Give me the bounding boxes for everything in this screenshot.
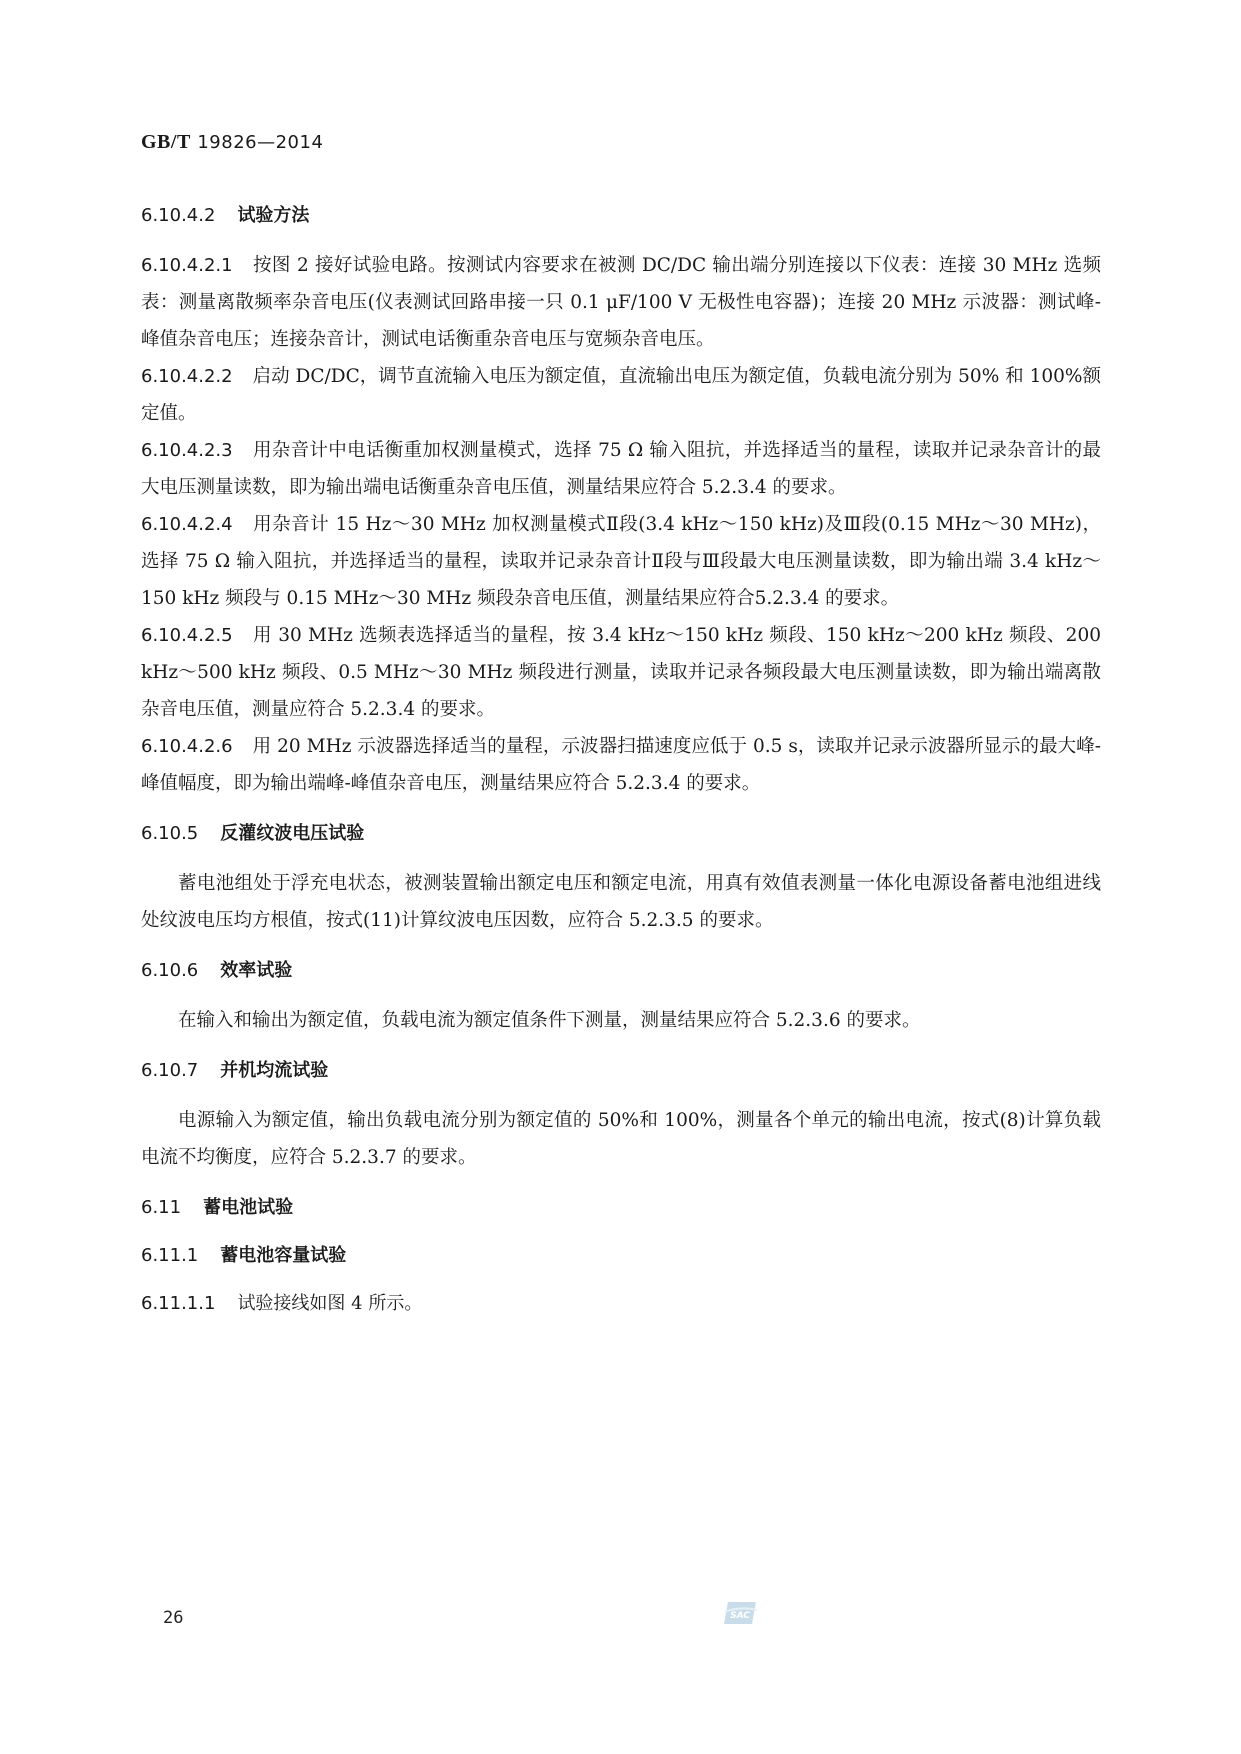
clause-6-10-4-2-3 (141, 432, 1101, 506)
clause-number: 6.10.4.2.3 (141, 440, 233, 461)
section-number: 6.10.5 (141, 823, 199, 844)
sac-logo-icon (722, 1598, 760, 1628)
section-number: 6.11 (141, 1197, 182, 1218)
section-title: 蓄电池试验 (203, 1197, 294, 1218)
section-number: 6.10.6 (141, 960, 199, 981)
section-number: 6.10.4.2 (141, 205, 216, 226)
section-title: 蓄电池容量试验 (220, 1245, 347, 1266)
clause-number: 6.10.4.2.5 (141, 625, 233, 646)
section-title: 反灌纹波电压试验 (220, 823, 365, 844)
clause-number: 6.10.4.2.1 (141, 255, 233, 276)
section-number: 6.11.1.1 (141, 1293, 216, 1314)
clause-text: 按图 2 接好试验电路。按测试内容要求在被测 DC/DC 输出端分别连接以下仪表：连接 30 MHz 选频表：测量离散频率杂音电压(仪表测试回路串接一只 0.1 μF/100 V 无极性电容器)；连接 20 MHz 示波器：测试峰-峰值杂音电压；连接杂音计，测试电话衡重杂音电压与宽频杂音电压。 (141, 255, 1101, 350)
page-number: 26 (163, 1608, 184, 1628)
section-heading-6-10-5 (141, 817, 1101, 850)
clause-6-10-4-2-6 (141, 728, 1101, 802)
section-title: 效率试验 (220, 960, 293, 981)
clause-text: 用 20 MHz 示波器选择适当的量程，示波器扫描速度应低于 0.5 s，读取并记录示波器所显示的最大峰-峰值幅度，即为输出端峰-峰值杂音电压，测量结果应符合 5.2.3.4 的要求。 (141, 736, 1101, 794)
clause-number: 6.10.4.2.4 (141, 514, 233, 535)
section-number: 6.10.7 (141, 1060, 199, 1081)
section-heading-6-11-1-1 (141, 1287, 1101, 1320)
paragraph-6-10-7: 电源输入为额定值，输出负载电流分别为额定值的 50%和 100%，测量各个单元的输出电流，按式(8)计算负载电流不均衡度，应符合 5.2.3.7 的要求。 (141, 1110, 1101, 1168)
section-heading-6-11 (141, 1191, 1101, 1224)
clause-6-10-4-2-5 (141, 617, 1101, 728)
clause-number: 6.10.4.2.6 (141, 736, 233, 757)
section-heading-6-11-1 (141, 1239, 1101, 1272)
section-title: 试验方法 (237, 205, 310, 226)
section-heading-6-10-4-2 (141, 199, 1101, 232)
clause-text: 用杂音计 15 Hz～30 MHz 加权测量模式Ⅱ段(3.4 kHz～150 kHz)及Ⅲ段(0.15 MHz～30 MHz)，选择 75 Ω 输入阻抗，并选择适当的量程，读取并记录杂音计Ⅱ段与Ⅲ段最大电压测量读数，即为输出端 3.4 kHz～150 kHz 频段与 0.15 MHz～30 MHz 频段杂音电压值，测量结果应符合5.2.3.4 的要求。 (141, 514, 1101, 609)
section-heading-6-10-7 (141, 1054, 1101, 1087)
clause-number: 6.10.4.2.2 (141, 366, 233, 387)
clause-text: 用 30 MHz 选频表选择适当的量程，按 3.4 kHz～150 kHz 频段、150 kHz～200 kHz 频段、200 kHz～500 kHz 频段、0.5 MHz～30 MHz 频段进行测量，读取并记录各频段最大电压测量读数，即为输出端离散杂音电压值，测量应符合 5.2.3.4 的要求。 (141, 625, 1101, 720)
section-text: 试验接线如图 4 所示。 (237, 1293, 423, 1314)
section-title: 并机均流试验 (220, 1060, 329, 1081)
paragraph-6-10-5: 蓄电池组处于浮充电状态，被测装置输出额定电压和额定电流，用真有效值表测量一体化电源设备蓄电池组进线处纹波电压均方根值，按式(11)计算纹波电压因数，应符合 5.2.3.5 的要求。 (141, 873, 1101, 931)
clause-6-10-4-2-2 (141, 358, 1101, 432)
standard-code: GB/T (141, 131, 191, 153)
paragraph-6-10-6: 在输入和输出为额定值，负载电流为额定值条件下测量，测量结果应符合 5.2.3.6 的要求。 (178, 1010, 921, 1031)
clause-text: 用杂音计中电话衡重加权测量模式，选择 75 Ω 输入阻抗，并选择适当的量程，读取并记录杂音计的最大电压测量读数，即为输出端电话衡重杂音电压值，测量结果应符合 5.2.3.4 的要求。 (141, 440, 1101, 498)
document-header (141, 131, 323, 154)
clause-6-10-4-2-1 (141, 247, 1101, 358)
clause-text: 启动 DC/DC，调节直流输入电压为额定值，直流输出电压为额定值，负载电流分别为 50% 和 100%额定值。 (141, 366, 1101, 424)
section-heading-6-10-6 (141, 954, 1101, 987)
standard-number: 19826—2014 (197, 132, 324, 153)
document-body (141, 199, 1101, 1320)
clause-6-10-4-2-4 (141, 506, 1101, 617)
svg-text:SAC: SAC (730, 1611, 750, 1621)
section-number: 6.11.1 (141, 1245, 199, 1266)
